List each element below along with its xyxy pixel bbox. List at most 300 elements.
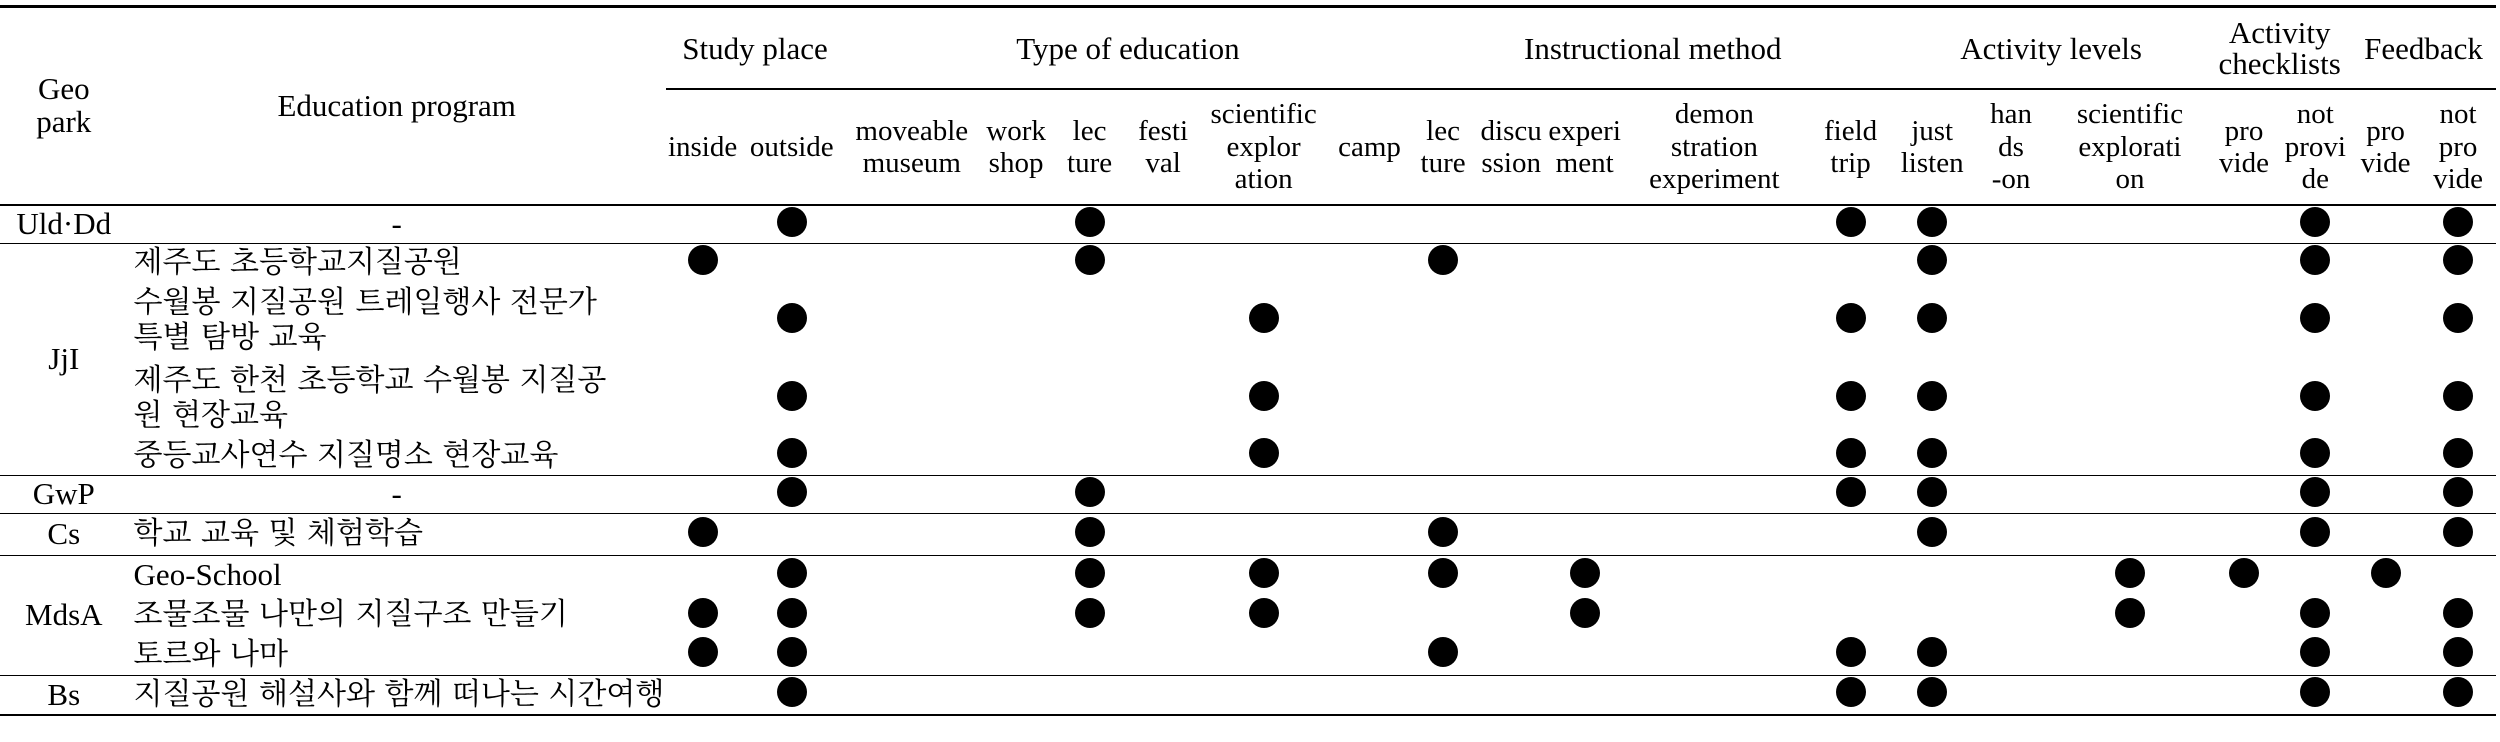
- mark-cell: [1894, 475, 1971, 513]
- mark-cell: [844, 437, 979, 475]
- mark-cell: [2052, 513, 2209, 555]
- mark-cell: [2208, 243, 2279, 281]
- mark-cell: [1548, 595, 1622, 635]
- filled-dot-marker: [1075, 517, 1105, 547]
- mark-cell: [2351, 243, 2420, 281]
- mark-cell: [1053, 205, 1127, 243]
- mark-cell: [1474, 675, 1548, 715]
- mark-cell: [1412, 635, 1475, 675]
- mark-cell: [2052, 595, 2209, 635]
- filled-dot-marker: [1836, 303, 1866, 333]
- mark-cell: [1412, 675, 1475, 715]
- program-cell: 중등교사연수 지질명소 현장교육: [128, 437, 666, 475]
- mark-cell: [2208, 205, 2279, 243]
- mark-cell: [2420, 205, 2496, 243]
- mark-cell: [2208, 595, 2279, 635]
- mark-cell: [1126, 555, 1200, 595]
- mark-cell: [2280, 595, 2351, 635]
- mark-cell: [1894, 555, 1971, 595]
- mark-cell: [844, 555, 979, 595]
- mark-cell: [2280, 437, 2351, 475]
- mark-cell: [1971, 475, 2052, 513]
- mark-cell: [2208, 281, 2279, 359]
- filled-dot-marker: [1836, 677, 1866, 707]
- mark-cell: [1053, 359, 1127, 437]
- mark-cell: [1200, 675, 1328, 715]
- mark-cell: [2280, 555, 2351, 595]
- mark-cell: [979, 595, 1053, 635]
- mark-cell: [1200, 281, 1328, 359]
- mark-cell: [666, 243, 740, 281]
- mark-cell: [2280, 243, 2351, 281]
- filled-dot-marker: [2443, 303, 2473, 333]
- mark-cell: [1894, 205, 1971, 243]
- filled-dot-marker: [1075, 477, 1105, 507]
- column-header: outside: [739, 89, 844, 205]
- mark-cell: [2052, 555, 2209, 595]
- mark-cell: [1807, 475, 1893, 513]
- table-row: [0, 437, 2496, 475]
- column-header: camp: [1327, 89, 1411, 205]
- mark-cell: [1548, 437, 1622, 475]
- mark-cell: [1548, 635, 1622, 675]
- mark-cell: [2280, 513, 2351, 555]
- geopark-cell: Bs: [0, 675, 128, 715]
- column-header: discu ssion: [1474, 89, 1548, 205]
- mark-cell: [2351, 635, 2420, 675]
- mark-cell: [844, 475, 979, 513]
- mark-cell: [1412, 359, 1475, 437]
- filled-dot-marker: [688, 598, 718, 628]
- mark-cell: [2052, 675, 2209, 715]
- mark-cell: [1200, 475, 1328, 513]
- mark-cell: [666, 513, 740, 555]
- filled-dot-marker: [2443, 477, 2473, 507]
- mark-cell: [979, 243, 1053, 281]
- mark-cell: [1621, 205, 1807, 243]
- program-header-label: Education program: [277, 87, 516, 123]
- mark-cell: [1412, 595, 1475, 635]
- filled-dot-marker: [2115, 558, 2145, 588]
- mark-cell: [666, 635, 740, 675]
- filled-dot-marker: [2443, 381, 2473, 411]
- table-row: [0, 675, 2496, 715]
- filled-dot-marker: [777, 477, 807, 507]
- filled-dot-marker: [1836, 207, 1866, 237]
- mark-cell: [1200, 243, 1328, 281]
- filled-dot-marker: [777, 637, 807, 667]
- mark-cell: [2351, 513, 2420, 555]
- mark-cell: [2351, 555, 2420, 595]
- filled-dot-marker: [2300, 381, 2330, 411]
- column-header: field trip: [1807, 89, 1893, 205]
- filled-dot-marker: [2300, 303, 2330, 333]
- filled-dot-marker: [2300, 598, 2330, 628]
- mark-cell: [2351, 281, 2420, 359]
- mark-cell: [2351, 595, 2420, 635]
- mark-cell: [1412, 555, 1475, 595]
- mark-cell: [1807, 675, 1893, 715]
- mark-cell: [2351, 437, 2420, 475]
- group-header: Feedback: [2351, 7, 2496, 90]
- table-body: [0, 205, 2496, 715]
- mark-cell: [1200, 359, 1328, 437]
- filled-dot-marker: [1570, 558, 1600, 588]
- column-header: moveable museum: [844, 89, 979, 205]
- mark-cell: [1548, 359, 1622, 437]
- mark-cell: [1621, 555, 1807, 595]
- mark-cell: [2420, 635, 2496, 675]
- filled-dot-marker: [2443, 245, 2473, 275]
- mark-cell: [1053, 281, 1127, 359]
- mark-cell: [2280, 359, 2351, 437]
- mark-cell: [1548, 555, 1622, 595]
- filled-dot-marker: [2443, 517, 2473, 547]
- mark-cell: [2052, 635, 2209, 675]
- mark-cell: [1327, 555, 1411, 595]
- mark-cell: [844, 675, 979, 715]
- program-cell: 제주도 한천 초등학교 수월봉 지질공 원 현장교육: [133, 362, 607, 434]
- mark-cell: [2208, 475, 2279, 513]
- filled-dot-marker: [1428, 245, 1458, 275]
- filled-dot-marker: [1428, 558, 1458, 588]
- mark-cell: [2208, 513, 2279, 555]
- mark-cell: [979, 281, 1053, 359]
- mark-cell: [1894, 359, 1971, 437]
- mark-cell: [979, 675, 1053, 715]
- filled-dot-marker: [1917, 677, 1947, 707]
- group-header: Activity levels: [1894, 7, 2209, 90]
- filled-dot-marker: [2300, 517, 2330, 547]
- program-cell: 지질공원 해설사와 함께 떠나는 시간여행: [128, 675, 666, 715]
- filled-dot-marker: [1075, 207, 1105, 237]
- filled-dot-marker: [688, 637, 718, 667]
- mark-cell: [1621, 635, 1807, 675]
- mark-cell: [1327, 359, 1411, 437]
- mark-cell: [844, 513, 979, 555]
- mark-cell: [1621, 513, 1807, 555]
- mark-cell: [739, 635, 844, 675]
- mark-cell: [844, 595, 979, 635]
- program-header: [128, 7, 666, 206]
- mark-cell: [1200, 635, 1328, 675]
- mark-cell: [1971, 281, 2052, 359]
- mark-cell: [1053, 595, 1127, 635]
- program-cell: -: [128, 205, 666, 243]
- filled-dot-marker: [1249, 303, 1279, 333]
- mark-cell: [2280, 205, 2351, 243]
- mark-cell: [1971, 675, 2052, 715]
- geopark-cell: JjI: [0, 243, 128, 475]
- mark-cell: [1200, 437, 1328, 475]
- mark-cell: [1200, 513, 1328, 555]
- mark-cell: [1474, 437, 1548, 475]
- mark-cell: [1474, 475, 1548, 513]
- mark-cell: [1807, 595, 1893, 635]
- column-header: festi val: [1126, 89, 1200, 205]
- filled-dot-marker: [1570, 598, 1600, 628]
- column-header: scientific explor ation: [1200, 89, 1328, 205]
- filled-dot-marker: [2300, 245, 2330, 275]
- filled-dot-marker: [2300, 207, 2330, 237]
- education-program-table: [0, 5, 2496, 716]
- group-header: Type of education: [844, 7, 1412, 90]
- mark-cell: [844, 281, 979, 359]
- mark-cell: [739, 475, 844, 513]
- mark-cell: [1894, 281, 1971, 359]
- mark-cell: [1621, 475, 1807, 513]
- group-header: Activity checklists: [2208, 7, 2351, 90]
- filled-dot-marker: [777, 598, 807, 628]
- column-header: pro vide: [2351, 89, 2420, 205]
- filled-dot-marker: [777, 303, 807, 333]
- mark-cell: [666, 555, 740, 595]
- geopark-cell: Uld·Dd: [0, 205, 128, 243]
- geopark-header-label: Geo park: [36, 71, 92, 139]
- mark-cell: [1053, 513, 1127, 555]
- mark-cell: [2052, 243, 2209, 281]
- mark-cell: [1474, 595, 1548, 635]
- table-row: [0, 243, 2496, 281]
- mark-cell: [1807, 281, 1893, 359]
- mark-cell: [1971, 243, 2052, 281]
- mark-cell: [979, 635, 1053, 675]
- mark-cell: [2420, 243, 2496, 281]
- mark-cell: [2208, 437, 2279, 475]
- mark-cell: [739, 513, 844, 555]
- filled-dot-marker: [2300, 637, 2330, 667]
- mark-cell: [2351, 205, 2420, 243]
- mark-cell: [2052, 281, 2209, 359]
- group-header: Instructional method: [1412, 7, 1894, 90]
- column-header: inside: [666, 89, 740, 205]
- mark-cell: [1894, 513, 1971, 555]
- mark-cell: [1474, 635, 1548, 675]
- filled-dot-marker: [777, 558, 807, 588]
- filled-dot-marker: [1917, 477, 1947, 507]
- mark-cell: [1474, 555, 1548, 595]
- filled-dot-marker: [2115, 598, 2145, 628]
- table-row: [0, 513, 2496, 555]
- mark-cell: [1327, 205, 1411, 243]
- filled-dot-marker: [2443, 677, 2473, 707]
- mark-cell: [2280, 675, 2351, 715]
- filled-dot-marker: [688, 245, 718, 275]
- table-row: [0, 595, 2496, 635]
- mark-cell: [1894, 243, 1971, 281]
- program-cell: 학교 교육 및 체험학습: [128, 513, 666, 555]
- column-header: experi ment: [1548, 89, 1622, 205]
- table-row: [0, 555, 2496, 595]
- program-cell: 토르와 나마: [128, 635, 666, 675]
- mark-cell: [739, 359, 844, 437]
- mark-cell: [1412, 281, 1475, 359]
- mark-cell: [1548, 475, 1622, 513]
- mark-cell: [2208, 359, 2279, 437]
- mark-cell: [1327, 243, 1411, 281]
- filled-dot-marker: [1917, 637, 1947, 667]
- mark-cell: [1621, 675, 1807, 715]
- mark-cell: [1126, 359, 1200, 437]
- filled-dot-marker: [777, 438, 807, 468]
- mark-cell: [1126, 513, 1200, 555]
- program-cell: 제주도 초등학교지질공원: [133, 244, 462, 280]
- mark-cell: [2351, 475, 2420, 513]
- filled-dot-marker: [1249, 381, 1279, 411]
- mark-cell: [1807, 205, 1893, 243]
- filled-dot-marker: [688, 517, 718, 547]
- mark-cell: [1548, 513, 1622, 555]
- mark-cell: [979, 359, 1053, 437]
- mark-cell: [2280, 635, 2351, 675]
- filled-dot-marker: [1836, 381, 1866, 411]
- mark-cell: [1126, 205, 1200, 243]
- mark-cell: [1807, 635, 1893, 675]
- mark-cell: [1126, 243, 1200, 281]
- program-cell: 조물조물 나만의 지질구조 만들기: [133, 597, 568, 633]
- mark-cell: [1053, 635, 1127, 675]
- table-row: [0, 205, 2496, 243]
- mark-cell: [1327, 595, 1411, 635]
- mark-cell: [1126, 475, 1200, 513]
- mark-cell: [1971, 595, 2052, 635]
- filled-dot-marker: [1917, 207, 1947, 237]
- column-header: not pro vide: [2420, 89, 2496, 205]
- mark-cell: [1126, 437, 1200, 475]
- mark-cell: [1126, 675, 1200, 715]
- mark-cell: [979, 475, 1053, 513]
- mark-cell: [739, 595, 844, 635]
- mark-cell: [2420, 359, 2496, 437]
- table-row: [0, 635, 2496, 675]
- mark-cell: [1548, 281, 1622, 359]
- column-header: just listen: [1894, 89, 1971, 205]
- mark-cell: [1474, 205, 1548, 243]
- filled-dot-marker: [2443, 598, 2473, 628]
- mark-cell: [1894, 635, 1971, 675]
- mark-cell: [739, 281, 844, 359]
- mark-cell: [844, 205, 979, 243]
- column-header: not provi de: [2280, 89, 2351, 205]
- mark-cell: [2420, 437, 2496, 475]
- mark-cell: [2280, 281, 2351, 359]
- filled-dot-marker: [777, 381, 807, 411]
- mark-cell: [979, 205, 1053, 243]
- mark-cell: [1807, 513, 1893, 555]
- mark-cell: [1971, 513, 2052, 555]
- mark-cell: [739, 205, 844, 243]
- mark-cell: [1327, 513, 1411, 555]
- filled-dot-marker: [2443, 637, 2473, 667]
- filled-dot-marker: [1917, 517, 1947, 547]
- filled-dot-marker: [1075, 598, 1105, 628]
- mark-cell: [1621, 595, 1807, 635]
- filled-dot-marker: [1428, 637, 1458, 667]
- mark-cell: [1200, 595, 1328, 635]
- mark-cell: [1621, 243, 1807, 281]
- mark-cell: [666, 205, 740, 243]
- mark-cell: [1621, 437, 1807, 475]
- table-row: [0, 475, 2496, 513]
- mark-cell: [1126, 281, 1200, 359]
- mark-cell: [739, 243, 844, 281]
- mark-cell: [1126, 635, 1200, 675]
- mark-cell: [666, 595, 740, 635]
- filled-dot-marker: [1836, 438, 1866, 468]
- filled-dot-marker: [1917, 438, 1947, 468]
- mark-cell: [2351, 675, 2420, 715]
- mark-cell: [1053, 675, 1127, 715]
- column-header: pro vide: [2208, 89, 2279, 205]
- mark-cell: [1971, 359, 2052, 437]
- mark-cell: [1327, 281, 1411, 359]
- mark-cell: [1412, 475, 1475, 513]
- mark-cell: [1412, 513, 1475, 555]
- mark-cell: [979, 555, 1053, 595]
- filled-dot-marker: [777, 207, 807, 237]
- mark-cell: [1894, 675, 1971, 715]
- geopark-cell: MdsA: [0, 555, 128, 675]
- mark-cell: [2208, 675, 2279, 715]
- mark-cell: [2052, 437, 2209, 475]
- mark-cell: [1327, 437, 1411, 475]
- filled-dot-marker: [2443, 207, 2473, 237]
- mark-cell: [1474, 359, 1548, 437]
- filled-dot-marker: [1917, 245, 1947, 275]
- filled-dot-marker: [2371, 558, 2401, 588]
- filled-dot-marker: [2443, 438, 2473, 468]
- geopark-cell: Cs: [0, 513, 128, 555]
- filled-dot-marker: [777, 677, 807, 707]
- mark-cell: [2351, 359, 2420, 437]
- filled-dot-marker: [1249, 438, 1279, 468]
- mark-cell: [844, 359, 979, 437]
- column-header: demon stration experiment: [1621, 89, 1807, 205]
- mark-cell: [1053, 475, 1127, 513]
- table-row: [0, 359, 2496, 437]
- column-header: scientific explorati on: [2052, 89, 2209, 205]
- mark-cell: [1971, 437, 2052, 475]
- mark-cell: [1053, 555, 1127, 595]
- filled-dot-marker: [2229, 558, 2259, 588]
- mark-cell: [2420, 281, 2496, 359]
- filled-dot-marker: [1249, 558, 1279, 588]
- table-row: [0, 281, 2496, 359]
- mark-cell: [2420, 555, 2496, 595]
- mark-cell: [1971, 205, 2052, 243]
- group-header: Study place: [666, 7, 844, 90]
- mark-cell: [1548, 675, 1622, 715]
- program-cell: Geo-School: [133, 557, 282, 593]
- program-cell: -: [128, 475, 666, 513]
- mark-cell: [1621, 281, 1807, 359]
- filled-dot-marker: [1917, 381, 1947, 411]
- mark-cell: [1807, 359, 1893, 437]
- mark-cell: [2420, 475, 2496, 513]
- column-header: lec ture: [1412, 89, 1475, 205]
- filled-dot-marker: [1836, 637, 1866, 667]
- mark-cell: [1200, 205, 1328, 243]
- mark-cell: [739, 437, 844, 475]
- mark-cell: [844, 243, 979, 281]
- mark-cell: [666, 475, 740, 513]
- mark-cell: [1621, 359, 1807, 437]
- mark-cell: [1548, 243, 1622, 281]
- mark-cell: [1474, 281, 1548, 359]
- mark-cell: [1412, 243, 1475, 281]
- mark-cell: [1971, 635, 2052, 675]
- filled-dot-marker: [1075, 558, 1105, 588]
